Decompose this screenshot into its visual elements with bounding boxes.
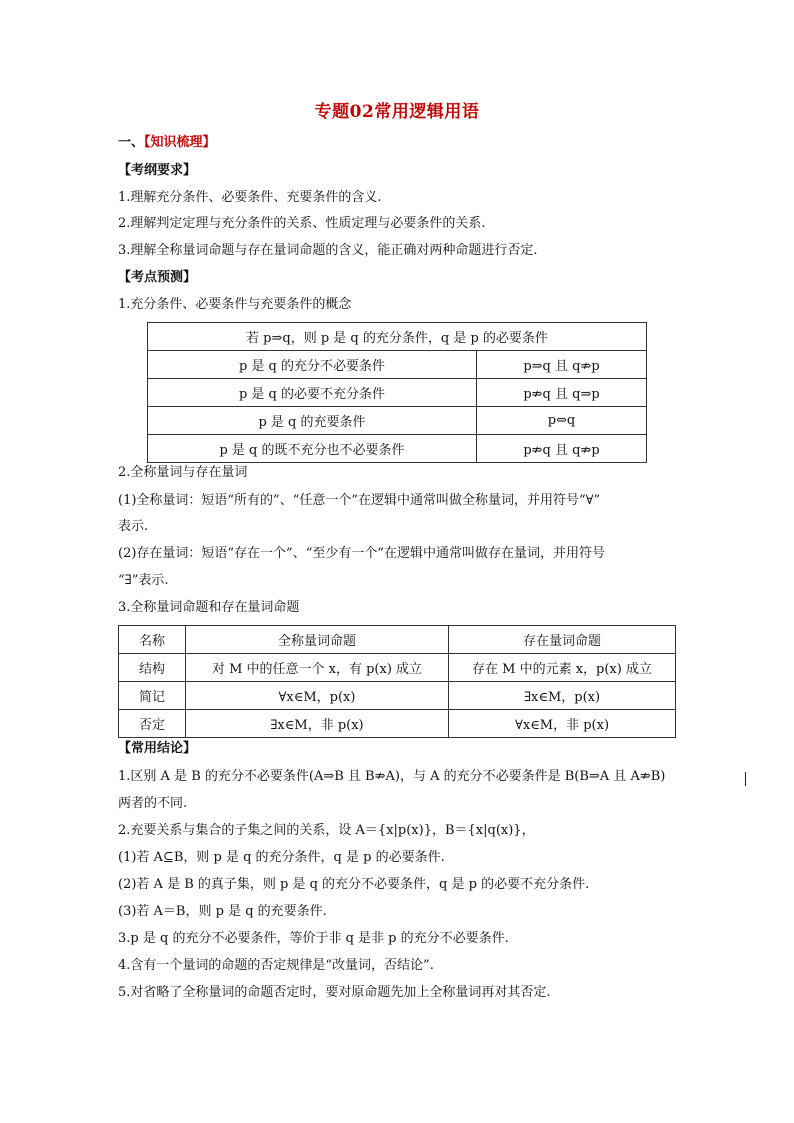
predict-heading: 【考点预测】 — [118, 270, 197, 285]
predict-item: 表示. — [118, 519, 149, 534]
table-row — [148, 407, 647, 435]
table-cell: 简记 — [119, 682, 186, 710]
table-cell: 否定 — [119, 710, 186, 738]
table-cell: ∃x∈M，非 p(x) — [186, 710, 449, 738]
predict-item: (2)存在量词：短语“存在一个”、“至少有一个”在逻辑中通常叫做存在量词，并用符号 — [118, 546, 605, 561]
table-cell: p 是 q 的必要不充分条件 — [148, 379, 477, 407]
table-header-cell: 全称量词命题 — [186, 626, 449, 654]
conclusions-heading: 【常用结论】 — [118, 741, 197, 756]
predict-item: (1)全称量词：短语“所有的”、“任意一个”在逻辑中通常叫做全称量词，并用符号“∀” — [118, 493, 601, 508]
table-row — [119, 710, 676, 738]
exam-requirement-item: 2.理解判定定理与充分条件的关系、性质定理与必要条件的关系. — [118, 216, 486, 231]
table-cell: ∀x∈M，p(x) — [186, 682, 449, 710]
conclusion-item: 5.对省略了全称量词的命题否定时，要对原命题先加上全称量词再对其否定. — [118, 985, 551, 1000]
table-row — [148, 379, 647, 407]
table-cell: p⇏q 且 q⇒p — [477, 379, 647, 407]
conclusion-item: (3)若 A＝B，则 p 是 q 的充要条件. — [118, 904, 327, 919]
section-label: 【知识梳理】 — [144, 135, 216, 150]
table-row — [148, 351, 647, 379]
table-row — [148, 323, 647, 351]
table-cell: ∃x∈M，p(x) — [449, 682, 676, 710]
predict-item: “∃”表示. — [118, 573, 169, 588]
table-cell: 对 M 中的任意一个 x，有 p(x) 成立 — [186, 654, 449, 682]
page-title: 专题02常用逻辑用语 — [314, 102, 480, 122]
conclusion-item: (1)若 A⊆B，则 p 是 q 的充分条件，q 是 p 的必要条件. — [118, 850, 445, 865]
table-cell: p⇒q 且 q⇏p — [477, 351, 647, 379]
conditions-table — [147, 322, 647, 463]
text-cursor — [745, 772, 746, 786]
section-heading — [118, 134, 216, 152]
predict-item: 3.全称量词命题和存在量词命题 — [118, 600, 300, 615]
table-cell: p⇏q 且 q⇏p — [477, 435, 647, 463]
exam-requirements-heading: 【考纲要求】 — [118, 163, 197, 178]
table-cell: ∀x∈M，非 p(x) — [449, 710, 676, 738]
quantifier-table — [118, 625, 676, 738]
conclusion-item: 2.充要关系与集合的子集之间的关系，设 A＝{x|p(x)}，B＝{x|q(x)}， — [118, 823, 535, 838]
predict-item: 2.全称量词与存在量词 — [118, 465, 248, 480]
table-cell: 存在 M 中的元素 x，p(x) 成立 — [449, 654, 676, 682]
table-row — [119, 682, 676, 710]
section-prefix: 一、 — [118, 135, 145, 150]
exam-requirement-item: 1.理解充分条件、必要条件、充要条件的含义. — [118, 190, 382, 205]
conclusion-item: 1.区别 A 是 B 的充分不必要条件(A⇒B 且 B⇏A)，与 A 的充分不必要条件是 B(B⇒A 且 A⇏B) — [118, 769, 666, 784]
table-header-cell: 名称 — [119, 626, 186, 654]
table-row — [119, 626, 676, 654]
table-header-cell: 若 p⇒q，则 p 是 q 的充分条件，q 是 p 的必要条件 — [148, 323, 647, 351]
conclusion-item: 3.p 是 q 的充分不必要条件，等价于非 q 是非 p 的充分不必要条件. — [118, 931, 509, 946]
conclusion-item: (2)若 A 是 B 的真子集，则 p 是 q 的充分不必要条件，q 是 p 的必要不充分条件. — [118, 877, 590, 892]
table-row — [148, 435, 647, 463]
conclusion-item: 4.含有一个量词的命题的否定规律是“改量词，否结论”. — [118, 958, 434, 973]
conclusion-item: 两者的不同. — [118, 796, 188, 811]
table-header-cell: 存在量词命题 — [449, 626, 676, 654]
predict-item: 1.充分条件、必要条件与充要条件的概念 — [118, 297, 352, 312]
table-cell: p 是 q 的充分不必要条件 — [148, 351, 477, 379]
table-cell: 结构 — [119, 654, 186, 682]
table-cell: p 是 q 的充要条件 — [148, 407, 477, 435]
table-row — [119, 654, 676, 682]
table-cell: p 是 q 的既不充分也不必要条件 — [148, 435, 477, 463]
exam-requirement-item: 3.理解全称量词命题与存在量词命题的含义，能正确对两种命题进行否定. — [118, 243, 538, 258]
table-cell: p⇔q — [477, 407, 647, 435]
